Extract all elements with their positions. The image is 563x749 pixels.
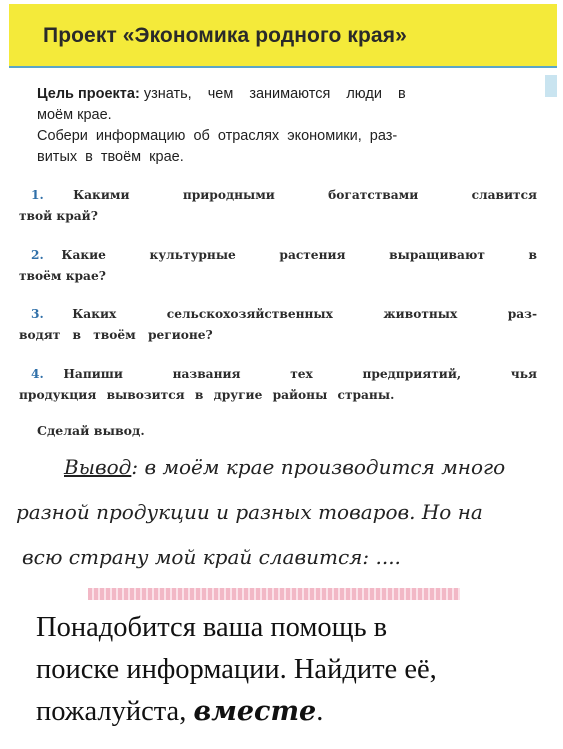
handwritten-heading: Вывод: [64, 455, 132, 479]
question-2: [19, 245, 537, 287]
question-number: 2.: [31, 248, 44, 262]
help-line-2: поиске информации. Найдите её,: [36, 654, 437, 685]
question-3: [19, 304, 537, 346]
help-line-1: Понадобится ваша помощь в: [36, 612, 388, 643]
question-text-cont: твой край?: [19, 209, 98, 223]
question-text: Какими природными богатствами славится: [73, 188, 538, 202]
question-text-cont: водят в твоём регионе?: [19, 328, 213, 342]
goal-line-3: Собери информацию об отраслях экономики, раз-: [37, 128, 398, 144]
emphasis-word: вместе: [193, 696, 317, 727]
question-4: [19, 364, 537, 406]
conclusion-prompt: Сделай вывод.: [37, 423, 145, 438]
page-edge-tab: [545, 75, 557, 97]
handwritten-line-1: Вывод: в моём крае производится много: [64, 455, 506, 479]
question-text: Напиши названия тех предприятий, чья: [63, 367, 537, 381]
project-banner: [9, 4, 557, 68]
pink-divider: [88, 588, 460, 600]
question-1: [19, 185, 537, 227]
question-text-cont: твоём крае?: [19, 269, 106, 283]
goal-line-2: моём крае.: [37, 107, 112, 123]
question-text: Каких сельскохозяйственных животных раз-: [72, 307, 537, 321]
handwritten-line-2: разной продукции и разных товаров. Но на: [16, 500, 483, 524]
goal-line-4: витых в твоём крае.: [37, 149, 184, 165]
question-number: 4.: [31, 367, 44, 381]
project-title: Проект «Экономика родного края»: [43, 24, 407, 47]
handwritten-line-3: всю страну мой край славится: ....: [22, 545, 401, 569]
question-text-cont: продукция вывозится в другие районы страны.: [19, 388, 395, 402]
goal-line-1: Цель проекта: узнать, чем занимаются люди в: [37, 86, 406, 102]
goal-label: Цель проекта:: [37, 86, 140, 102]
question-number: 1.: [31, 188, 44, 202]
question-text: Какие культурные растения выращивают в: [61, 248, 537, 262]
help-line-3: пожалуйста, вместе.: [36, 696, 324, 727]
help-request: [36, 607, 556, 733]
question-number: 3.: [31, 307, 44, 321]
project-goal: [37, 84, 537, 168]
